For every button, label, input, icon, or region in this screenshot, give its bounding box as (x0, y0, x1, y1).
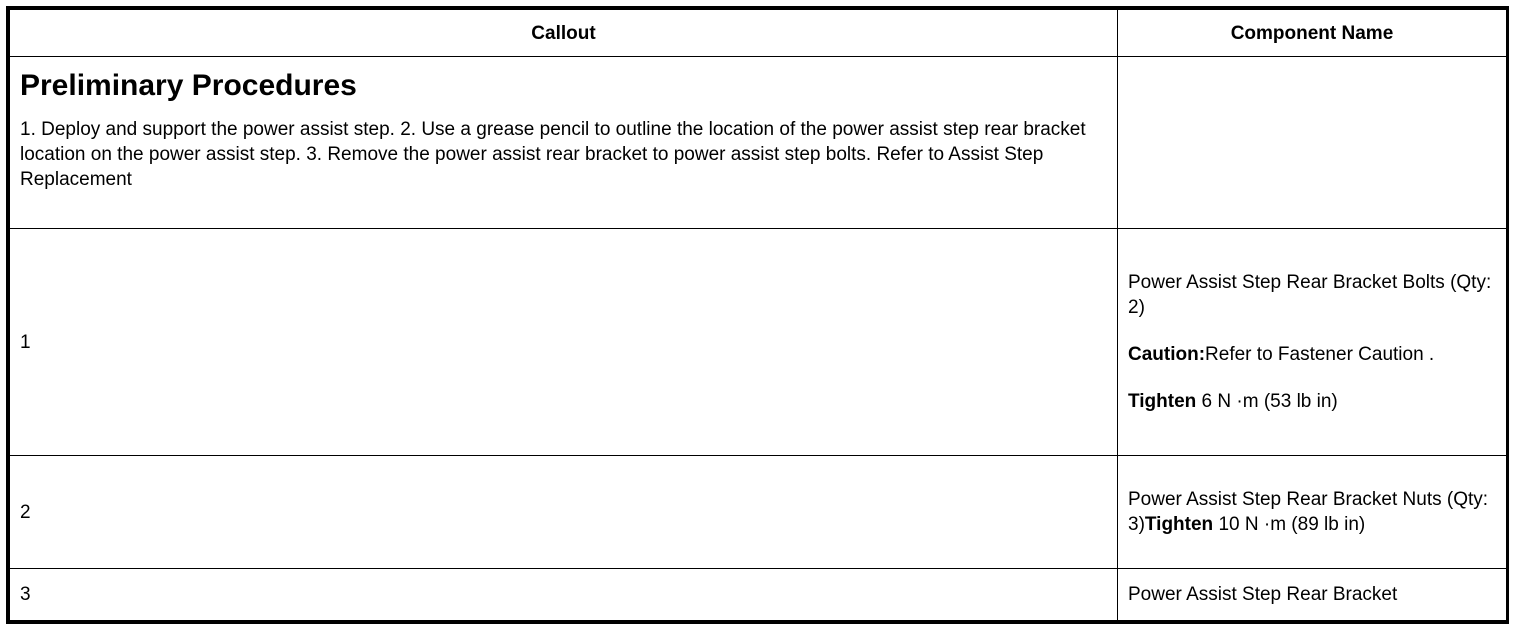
component-table (9, 9, 1507, 621)
component-name-column-header: Component Name (1118, 10, 1507, 57)
component-name: Power Assist Step Rear Bracket Nuts (Qty: 3) (1128, 489, 1489, 536)
preliminary-procedures-title: Preliminary Procedures (20, 69, 357, 102)
table-row (10, 569, 1507, 621)
tighten-value: 6 N ·m (53 lb in) (1196, 391, 1338, 413)
component-name-cell (1118, 569, 1507, 621)
tighten-spec (1128, 389, 1496, 414)
component-name: Power Assist Step Rear Bracket (1128, 584, 1398, 606)
table-row (10, 229, 1507, 456)
callout-column-header: Callout (10, 10, 1118, 57)
caution-text: Refer to Fastener Caution . (1205, 344, 1435, 366)
preliminary-component-cell (1118, 57, 1507, 229)
preliminary-procedures-text: 1. Deploy and support the power assist step. 2. Use a grease pencil to outline the location of the power assist step rear bracket location on the power assist step. 3. Remove the power assist rear bracket to power assist step bolts. Refer to Assist Step Replacement (20, 119, 1086, 190)
callout-cell: 1 (10, 229, 1118, 456)
component-table-frame (6, 6, 1509, 624)
callout-cell: 3 (10, 569, 1118, 621)
caution-label: Caution: (1128, 344, 1206, 366)
table-header-row (10, 10, 1507, 57)
tighten-label: Tighten (1144, 514, 1214, 536)
component-name-cell (1118, 456, 1507, 569)
tighten-value: 10 N ·m (89 lb in) (1213, 514, 1366, 536)
callout-cell: 2 (10, 456, 1118, 569)
preliminary-procedures-row (10, 57, 1507, 229)
preliminary-procedures-cell (10, 57, 1118, 229)
component-name-cell (1118, 229, 1507, 456)
tighten-label: Tighten (1128, 391, 1197, 413)
component-name-with-tighten (1128, 487, 1496, 537)
component-name: Power Assist Step Rear Bracket Bolts (Qty: 2) (1128, 272, 1492, 319)
caution-note (1128, 342, 1496, 367)
table-row (10, 456, 1507, 569)
